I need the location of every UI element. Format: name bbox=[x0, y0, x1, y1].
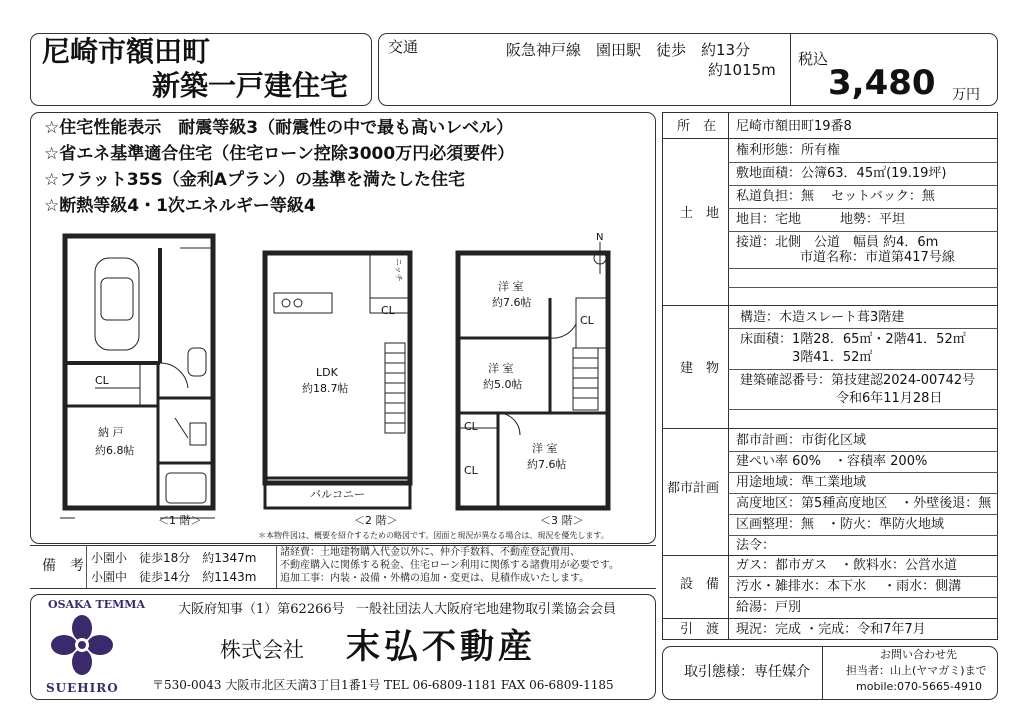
row-line bbox=[728, 369, 998, 370]
facility-row-3: 給湯：戸別 bbox=[736, 600, 802, 615]
city-row-6: 法令： bbox=[736, 538, 776, 553]
remarks-school-1: 小園小 徒歩18分 約1347m bbox=[91, 551, 257, 565]
room-3f-b-area: 約5.0帖 bbox=[483, 378, 523, 391]
transaction-type: 取引態様：専任媒介 bbox=[684, 664, 810, 680]
room-2f-cl: CL bbox=[381, 304, 395, 317]
section-line bbox=[662, 305, 998, 306]
row-line bbox=[728, 409, 998, 410]
building-row-5: 令和6年11月28日 bbox=[836, 391, 943, 406]
land-row-2: 敷地面積：公簿63．45㎡(19.19坪) bbox=[736, 166, 947, 181]
facility-label: 設 備 bbox=[680, 577, 720, 592]
building-row-4: 建築確認番号：第技建認2024-00742号 bbox=[740, 373, 976, 388]
row-line bbox=[728, 287, 998, 288]
land-row-6: 市道名称：市道第417号線 bbox=[800, 250, 955, 265]
floor2-label: ＜2 階＞ bbox=[354, 514, 398, 527]
row-line bbox=[728, 597, 998, 598]
section-line bbox=[662, 428, 998, 429]
room-1f-storage: 納 戸 bbox=[98, 426, 124, 439]
remarks-school-2: 小園中 徒歩14分 約1143m bbox=[91, 570, 257, 584]
section-line bbox=[662, 618, 998, 619]
room-2f-niche: ニッチ bbox=[394, 258, 403, 282]
facility-row-1: ガス：都市ガス ・飲料水：公営水道 bbox=[736, 558, 958, 573]
building-label: 建 物 bbox=[680, 361, 720, 376]
north-label: N bbox=[596, 232, 604, 243]
company-association: 一般社団法人大阪府宅地建物取引業協会会員 bbox=[356, 602, 617, 617]
room-2f-ldk-area: 約18.7帖 bbox=[302, 382, 349, 395]
row-line bbox=[728, 231, 998, 232]
price-tax-label: 税込 bbox=[798, 50, 829, 68]
floor-plan-drawing bbox=[40, 228, 640, 538]
land-row-4: 地目：宅地 地勢：平坦 bbox=[736, 212, 906, 227]
remarks-bottom-line bbox=[30, 588, 656, 589]
room-3f-b: 洋 室 bbox=[488, 362, 514, 375]
room-3f-cl-3: CL bbox=[464, 464, 478, 477]
access-line2: 約1015m bbox=[708, 61, 776, 79]
land-row-3: 私道負担：無 セットバック：無 bbox=[736, 189, 935, 204]
row-line bbox=[728, 268, 998, 269]
room-1f-cl: CL bbox=[95, 374, 109, 387]
company-logo-icon bbox=[50, 614, 114, 676]
remarks-label: 備 考 bbox=[42, 558, 84, 574]
company-corp-prefix: 株式会社 bbox=[220, 638, 304, 662]
city-row-5: 区画整理：無 ・防火：準防火地域 bbox=[736, 517, 945, 532]
price-unit: 万円 bbox=[952, 87, 980, 103]
room-1f-storage-area: 約6.8帖 bbox=[95, 444, 135, 457]
price-value: 3,480 bbox=[828, 63, 936, 103]
city-row-2: 建ぺい率 60% ・容積率 200% bbox=[736, 454, 928, 469]
room-3f-cl-2: CL bbox=[464, 420, 478, 433]
transaction-divider bbox=[822, 647, 823, 699]
room-3f-c-area: 約7.6帖 bbox=[527, 458, 567, 471]
row-line bbox=[728, 451, 998, 452]
room-2f-balcony: バルコニー bbox=[310, 488, 365, 501]
city-row-3: 用途地域：準工業地域 bbox=[736, 475, 867, 490]
row-line bbox=[728, 208, 998, 209]
city-row-1: 都市計画：市街化区域 bbox=[736, 433, 867, 448]
remarks-top-line bbox=[30, 545, 656, 546]
floorplan-note: ＊本物件図は、概要を紹介するための略図です。図面と現況が異なる場合は、現況を優先します。 bbox=[258, 531, 609, 540]
row-line bbox=[728, 514, 998, 515]
room-3f-a: 洋 室 bbox=[498, 280, 524, 293]
remarks-note-3: 追加工事：内装・設備・外構の追加・変更は、見積作成いたします。 bbox=[280, 573, 590, 584]
feature-3: ☆フラット35S（金利Aプラン）の基準を満たした住宅 bbox=[44, 170, 465, 190]
land-label: 土 地 bbox=[680, 206, 720, 221]
floor3-label: ＜3 階＞ bbox=[540, 514, 584, 527]
company-corp-name: 末弘不動産 bbox=[346, 627, 536, 667]
room-3f-cl-1: CL bbox=[580, 314, 594, 327]
row-line bbox=[728, 472, 998, 473]
handover-value: 現況：完成 ・完成：令和7年7月 bbox=[736, 622, 926, 637]
feature-4: ☆断熱等級4・1次エネルギー等級4 bbox=[44, 196, 316, 216]
section-line bbox=[662, 555, 998, 556]
building-row-1: 構造：木造スレート葺3階建 bbox=[740, 310, 905, 325]
company-name-en: OSAKA TEMMA bbox=[48, 598, 145, 611]
floor1-label: ＜1 階＞ bbox=[158, 514, 202, 527]
row-line bbox=[728, 185, 998, 186]
row-line bbox=[728, 328, 998, 329]
city-row-4: 高度地区：第5種高度地区 ・外壁後退：無 bbox=[736, 496, 992, 511]
room-3f-c: 洋 室 bbox=[532, 442, 558, 455]
row-line bbox=[728, 162, 998, 163]
row-line bbox=[728, 576, 998, 577]
contact-title: お問い合わせ先 bbox=[880, 648, 957, 661]
building-row-2: 床面積：1階28．65㎡・2階41．52㎡ bbox=[740, 332, 966, 347]
location-value: 尼崎市額田町19番8 bbox=[736, 119, 852, 134]
location-label: 所 在 bbox=[677, 119, 717, 134]
land-row-1: 権利形態：所有権 bbox=[736, 143, 841, 158]
price-divider bbox=[790, 34, 791, 105]
company-license: 大阪府知事（1）第62266号 bbox=[178, 602, 345, 617]
feature-2: ☆省エネ基準適合住宅（住宅ローン控除3000万円必須要件） bbox=[44, 144, 515, 164]
details-label-column bbox=[728, 112, 729, 640]
remarks-divider-1 bbox=[86, 545, 87, 588]
room-3f-a-area: 約7.6帖 bbox=[492, 296, 532, 309]
land-row-5: 接道：北側 公道 幅員 約4．6m bbox=[736, 235, 939, 250]
handover-label: 引 渡 bbox=[680, 622, 720, 637]
remarks-note-2: 不動産購入に関係する税金、住宅ローン利用に関係する諸費用が必要です。 bbox=[280, 560, 619, 571]
title-line2: 新築一戸建住宅 bbox=[152, 69, 349, 102]
company-address: 〒530-0043 大阪市北区天満3丁目1番1号 TEL 06-6809-1181 FAX 06-6809-1185 bbox=[152, 678, 614, 692]
access-line1: 阪急神戸線 園田駅 徒歩 約13分 bbox=[506, 41, 751, 59]
feature-1: ☆住宅性能表示 耐震等級3（耐震性の中で最も高いレベル） bbox=[44, 118, 514, 138]
remarks-note-1: 諸経費：土地建物購入代金以外に、仲介手数料、不動産登記費用、 bbox=[280, 547, 580, 558]
room-2f-ldk: LDK bbox=[316, 366, 338, 379]
access-label: 交通 bbox=[388, 38, 419, 56]
row-line bbox=[728, 493, 998, 494]
facility-row-2: 汚水・雑排水：本下水 ・雨水：側溝 bbox=[736, 579, 962, 594]
contact-person: 担当者：山上(ヤマガミ)まで bbox=[846, 664, 987, 677]
company-logo-text: SUEHIRO bbox=[46, 681, 119, 695]
row-line bbox=[728, 535, 998, 536]
row-line bbox=[662, 138, 998, 139]
remarks-divider-2 bbox=[276, 545, 277, 588]
building-row-3: 3階41．52㎡ bbox=[792, 350, 873, 365]
city-label: 都市計画 bbox=[667, 481, 720, 496]
contact-mobile: mobile:070-5665-4910 bbox=[856, 680, 982, 693]
title-line1: 尼崎市額田町 bbox=[42, 35, 211, 68]
